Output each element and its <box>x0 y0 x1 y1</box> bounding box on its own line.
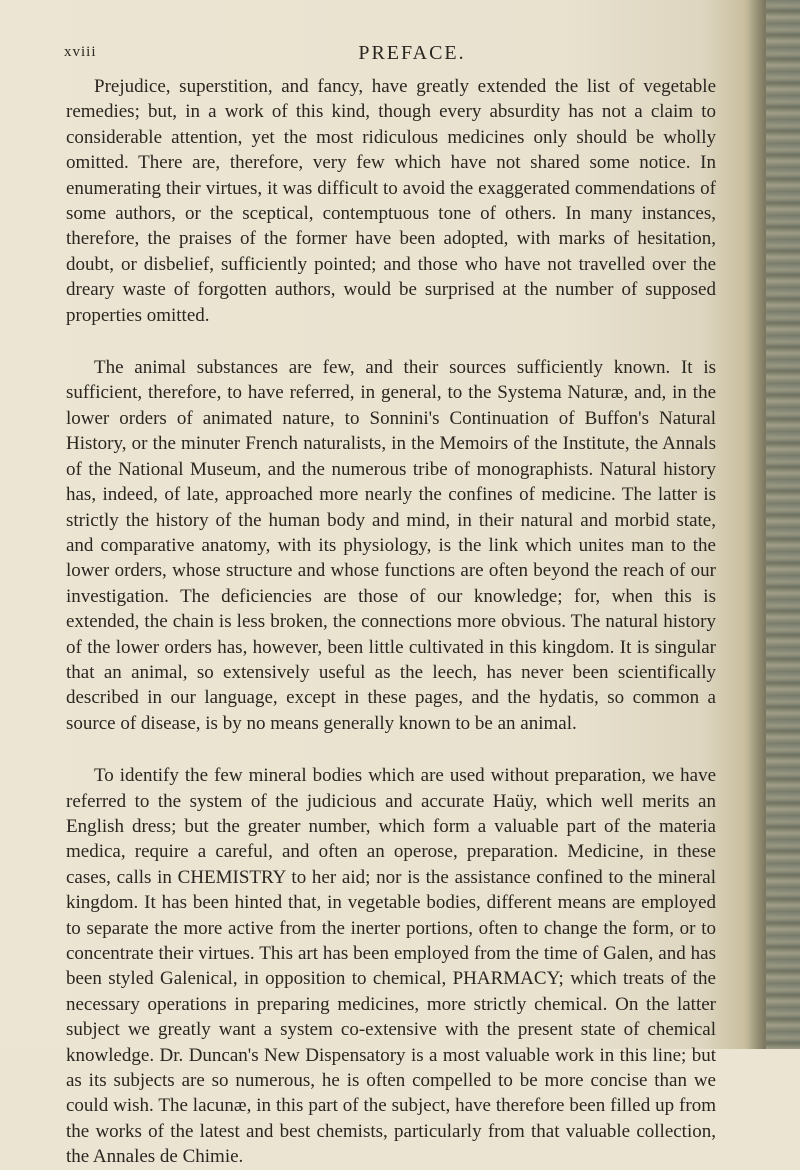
paragraph-gap <box>66 328 716 355</box>
page-header <box>62 42 742 68</box>
paragraph: The animal substances are few, and their sources sufficiently known. It is sufficient, therefore, to have referred, in general, to the Systema Naturæ, and, in the lower orders of animated nature, to Sonnini's Continuation of Buffon's Natural History, or the minuter French naturalists, in the Memoirs of the Institute, the Annals of the National Museum, and the numerous tribe of monographists. Natural history has, indeed, of late, approached more nearly the confines of medicine. The latter is strictly the history of the human body and mind, in their natural and morbid state, and comparative anatomy, with its physiology, is the link which unites man to the lower orders, whose structure and whose functions are often beyond the reach of our investigation. The deficiencies are those of our knowledge; for, when this is extended, the chain is less broken, the connections more obvious. The natural history of the lower orders has, however, been little cultivated in this kingdom. It is singular that an animal, so extensively useful as the leech, has never been scientifically described in our language, except in these pages, and the hydatis, so common a source of disease, is by no means generally known to be an animal. <box>66 357 716 734</box>
running-head: PREFACE. <box>358 42 466 64</box>
body-text <box>66 74 716 1170</box>
page-edge-shadow <box>748 0 766 1049</box>
paragraph: Prejudice, superstition, and fancy, have greatly extended the list of vegetable remedies; but, in a work of this kind, though every absurdity has not a claim to considerable attention, yet the most ridiculous medicines only should be wholly omitted. There are, therefore, very few which have not shared some notice. In enumerating their virtues, it was difficult to avoid the exaggerated commendations of some authors, or the sceptical, contemptuous tone of others. In many instances, therefore, the praises of the former have been adopted, with marks of hesitation, doubt, or disbelief, sufficiently pointed; and those who have not travelled over the dreary waste of forgotten authors, would be surprised at the number of supposed properties omitted. <box>66 76 716 326</box>
paragraph-gap <box>66 736 716 763</box>
paragraph: To identify the few mineral bodies which are used without preparation, we have referred to the system of the judicious and accurate Haüy, which well merits an English dress; but the greater number, which form a valuable part of the materia medica, require a careful, and often an operose, preparation. Medicine, in these cases, calls in CHEMISTRY to her aid; nor is the assistance confined to the mineral kingdom. It has been hinted that, in vegetable bodies, different means are employed to separate the more active from the inerter portions, often to change the form, or to concentrate their virtues. This art has been employed from the time of Galen, and has been styled Galenical, in opposition to chemical, PHARMACY; which treats of the necessary operations in preparing medicines, more strictly chemical. On the latter subject we greatly want a system co-extensive with the present state of chemical knowledge. Dr. Duncan's New Dispensatory is a most valuable work in this line; but as its subjects are so numerous, he is often compelled to be more concise than we could wish. The lacunæ, in this part of the subject, have therefore been filled up from the works of the latest and best chemists, particularly from that valuable collection, the Annales de Chimie. <box>66 765 716 1168</box>
page-edge <box>766 0 800 1049</box>
page-number: xviii <box>64 44 97 60</box>
